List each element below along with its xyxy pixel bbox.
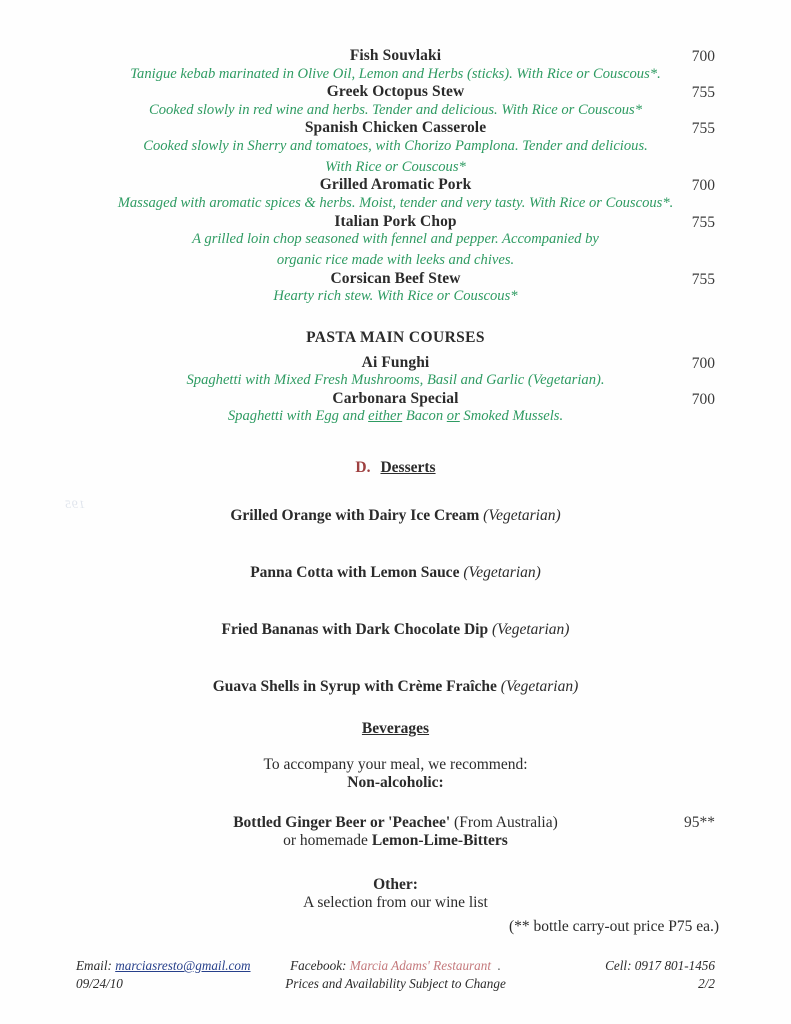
non-alcoholic-label: Non-alcoholic:: [347, 774, 444, 792]
dish-price: 700: [691, 390, 715, 408]
dessert-name: Guava Shells in Syrup with Crème Fraîche: [212, 678, 497, 696]
dish-price: 755: [691, 120, 715, 138]
dish-name: Italian Pork Chop: [334, 212, 457, 230]
menu-item: [0, 48, 791, 84]
beverage-item: [0, 814, 791, 832]
facebook-trailing-dot: .: [497, 958, 501, 973]
dessert-name: Panna Cotta with Lemon Sauce: [250, 564, 460, 582]
dish-price: 755: [691, 84, 715, 102]
dish-price: 755: [691, 213, 715, 231]
dish-description: Hearty rich stew. With Rice or Couscous*: [273, 288, 518, 305]
dish-name: Greek Octopus Stew: [326, 83, 465, 101]
dessert-note: (Vegetarian): [463, 564, 541, 582]
menu-item: [0, 355, 791, 391]
dessert-note: (Vegetarian): [491, 621, 570, 639]
dish-price: 700: [691, 48, 715, 65]
dish-name: Corsican Beef Stew: [330, 269, 461, 287]
desc-text: Spaghetti with Egg and: [227, 408, 369, 425]
footer-row-contact: [0, 958, 791, 976]
section-label: Desserts: [380, 459, 436, 477]
footer-row-meta: [0, 976, 791, 994]
dessert-item: [0, 678, 791, 696]
dish-price: 700: [691, 354, 715, 372]
dish-description: Cooked slowly in red wine and herbs. Tender and delicious. With Rice or Couscous*: [148, 101, 643, 118]
beverages-intro: To accompany your meal, we recommend:: [263, 756, 528, 774]
menu-item: [0, 177, 791, 213]
cell-number: Cell: 0917 801-1456: [605, 958, 715, 973]
dish-description: [0, 406, 791, 427]
dish-description-line2: organic rice made with leeks and chives.: [276, 251, 515, 268]
dessert-item: [0, 564, 791, 582]
scan-artifact: 195: [64, 497, 85, 511]
carry-out-footnote: (** bottle carry-out price P75 ea.): [508, 918, 719, 936]
dessert-name: Fried Bananas with Dark Chocolate Dip: [221, 621, 489, 639]
beverage-item-line2: [0, 832, 791, 850]
dish-description: Tanigue kebab marinated in Olive Oil, Lemon and Herbs (sticks). With Rice or Couscous*.: [130, 65, 661, 82]
page-number: 2/2: [698, 976, 715, 991]
dish-price: 755: [691, 270, 715, 288]
dish-name: Ai Funghi: [361, 353, 430, 371]
beverages-heading: Beverages: [361, 720, 430, 738]
email-label: Email:: [76, 958, 112, 973]
dessert-item: [0, 507, 791, 525]
dish-description: Spaghetti with Mixed Fresh Mushrooms, Basil and Garlic (Vegetarian).: [186, 372, 605, 389]
dish-description: Massaged with aromatic spices & herbs. Moist, tender and very tasty. With Rice or Couscous*.: [117, 194, 674, 211]
pasta-section-heading: PASTA MAIN COURSES: [306, 328, 485, 346]
beverage-price: 95**: [684, 814, 715, 832]
document-date: 09/24/10: [76, 976, 123, 991]
desc-text: Smoked Mussels.: [459, 408, 564, 425]
other-label: Other:: [373, 876, 418, 894]
section-letter: D.: [355, 459, 371, 477]
dish-description: Cooked slowly in Sherry and tomatoes, with Chorizo Pamplona. Tender and delicious.: [143, 137, 648, 154]
beverage-alt-prefix: or homemade: [283, 832, 372, 850]
other-text: A selection from our wine list: [303, 894, 488, 912]
dessert-name: Grilled Orange with Dairy Ice Cream: [230, 507, 480, 525]
email-link[interactable]: marciasresto@gmail.com: [115, 958, 251, 973]
dish-name: Grilled Aromatic Pork: [319, 176, 472, 194]
dish-price: 700: [691, 177, 715, 195]
dish-description-line2: With Rice or Couscous*: [325, 158, 466, 175]
menu-item: [0, 391, 791, 427]
price-disclaimer: Prices and Availability Subject to Change: [285, 976, 506, 991]
dessert-note: (Vegetarian): [483, 507, 561, 525]
facebook-label: Facebook:: [290, 958, 347, 973]
beverage-alt-name: Lemon-Lime-Bitters: [371, 832, 508, 850]
desc-underlined-either: either: [368, 408, 403, 425]
menu-item: [0, 271, 791, 307]
beverage-name: Bottled Ginger Beer or 'Peachee': [233, 814, 455, 832]
menu-item: [0, 214, 791, 271]
desserts-section-heading: [0, 459, 791, 477]
page-footer: [0, 958, 791, 994]
dish-description: A grilled loin chop seasoned with fennel and pepper. Accompanied by: [192, 231, 599, 248]
desc-underlined-or: or: [446, 408, 460, 425]
dish-name: Fish Souvlaki: [349, 47, 442, 64]
facebook-page-name[interactable]: Marcia Adams' Restaurant: [349, 958, 492, 973]
menu-item: [0, 84, 791, 120]
dessert-note: (Vegetarian): [500, 678, 579, 696]
desc-text: Bacon: [402, 408, 447, 425]
beverage-origin: (From Australia): [454, 814, 558, 832]
dish-name: Carbonara Special: [332, 389, 459, 407]
dessert-item: [0, 621, 791, 639]
dish-name: Spanish Chicken Casserole: [304, 119, 487, 137]
menu-item: [0, 120, 791, 177]
